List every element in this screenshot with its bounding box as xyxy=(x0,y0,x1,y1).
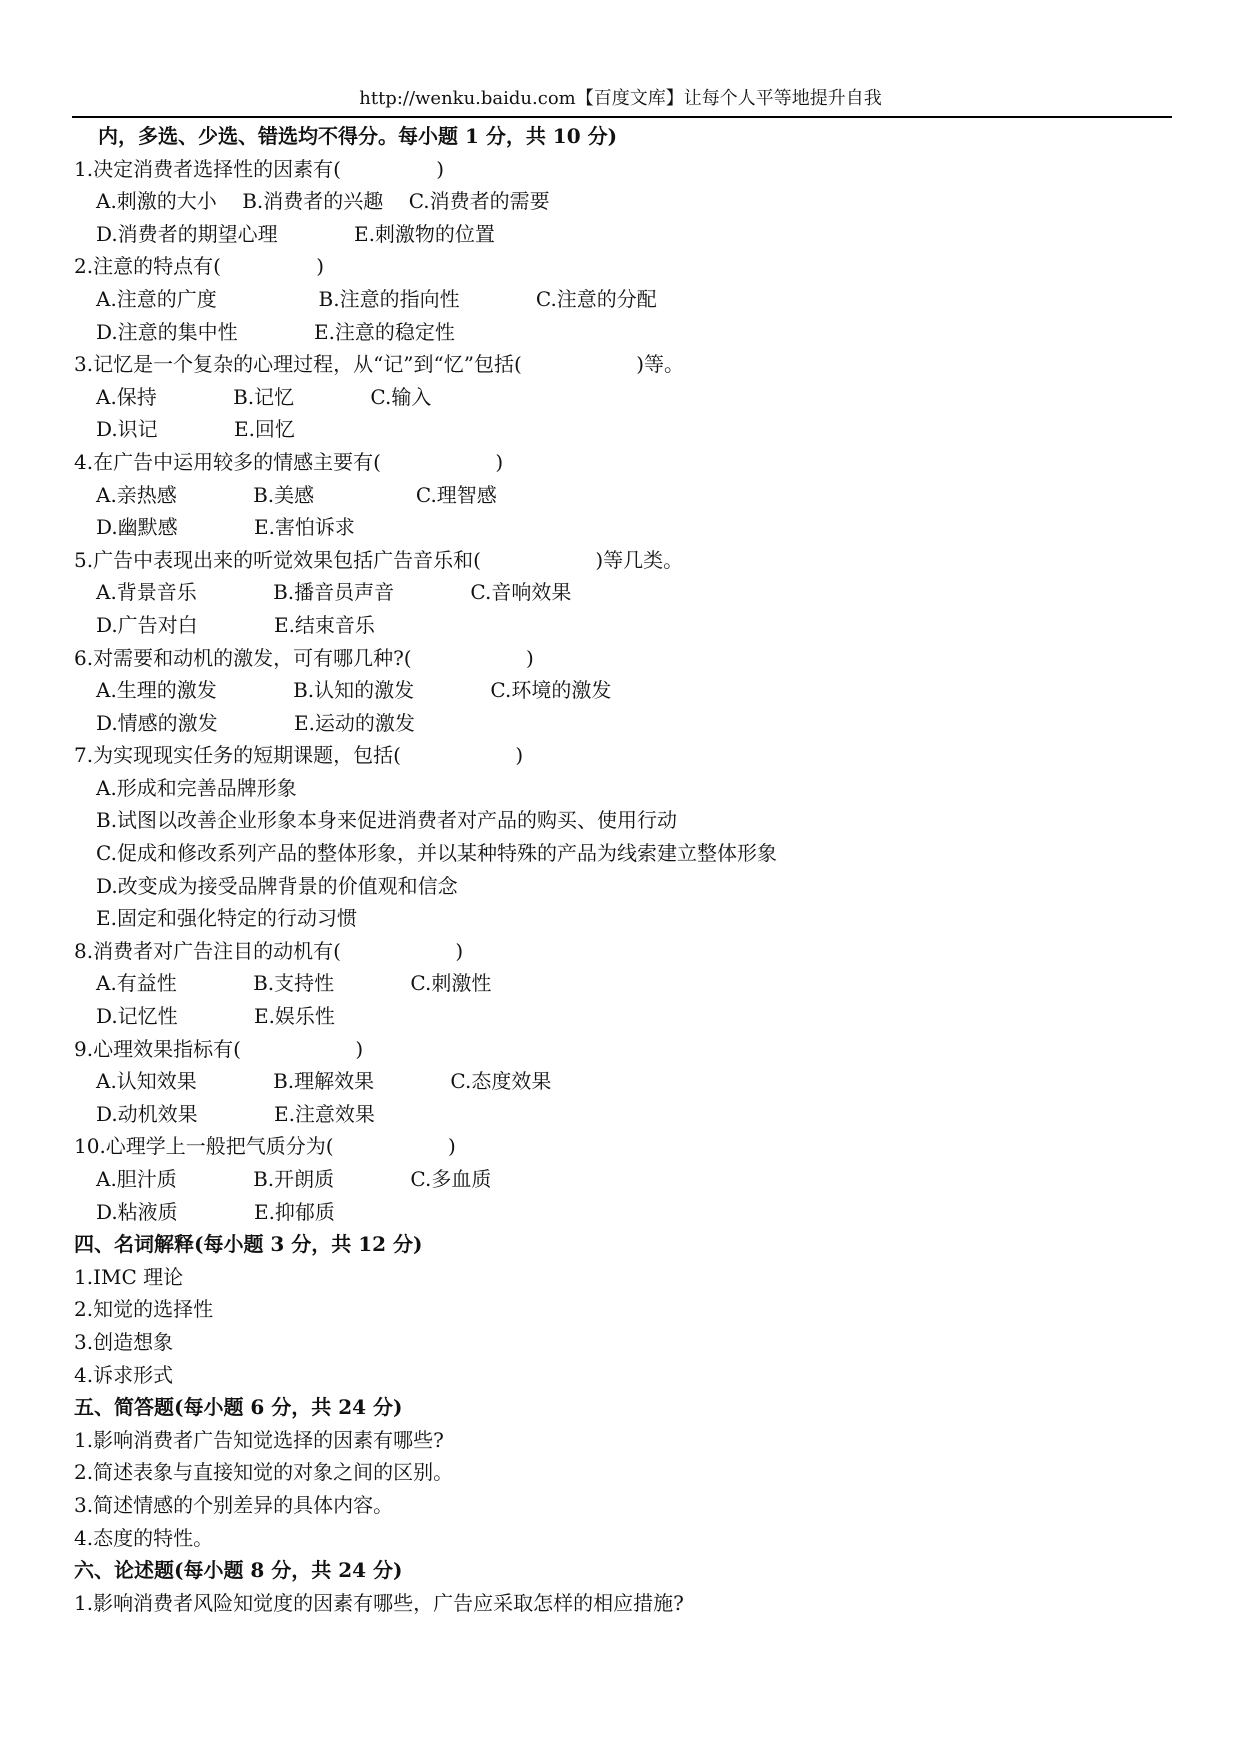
document-line: D.注意的集中性 E.注意的稳定性 xyxy=(96,319,455,344)
page-header: http://wenku.baidu.com【百度文库】让每个人平等地提升自我 xyxy=(359,88,882,109)
document-line: 1.影响消费者风险知觉度的因素有哪些，广告应采取怎样的相应措施? xyxy=(74,1590,684,1615)
document-line: 1.影响消费者广告知觉选择的因素有哪些? xyxy=(74,1427,444,1452)
document-line: 3.记忆是一个复杂的心理过程，从“记”到“忆”包括( )等。 xyxy=(74,352,685,377)
document-line: A.保持 B.记忆 C.输入 xyxy=(96,384,432,409)
document-line: C.促成和修改系列产品的整体形象，并以某种特殊的产品为线索建立整体形象 xyxy=(96,841,777,866)
document-line: 1.决定消费者选择性的因素有( ) xyxy=(74,156,445,181)
document-line: 6.对需要和动机的激发，可有哪几种?( ) xyxy=(74,645,534,670)
document-line: D.粘液质 E.抑郁质 xyxy=(96,1199,335,1224)
document-line: D.识记 E.回忆 xyxy=(96,417,295,442)
document-line: D.动机效果 E.注意效果 xyxy=(96,1101,375,1126)
document-line: 9.心理效果指标有( ) xyxy=(74,1036,364,1061)
document-line: 3.简述情感的个别差异的具体内容。 xyxy=(74,1492,394,1517)
document-line: D.改变成为接受品牌背景的价值观和信念 xyxy=(96,873,458,898)
document-line: 10.心理学上一般把气质分为( ) xyxy=(74,1134,456,1159)
document-line: D.消费者的期望心理 E.刺激物的位置 xyxy=(96,221,495,246)
document-line: D.幽默感 E.害怕诉求 xyxy=(96,515,355,540)
document-line: 4.诉求形式 xyxy=(74,1362,174,1387)
document-line: D.记忆性 E.娱乐性 xyxy=(96,1004,335,1029)
document-line: A.胆汁质 B.开朗质 C.多血质 xyxy=(96,1167,492,1191)
document-line: A.刺激的大小 B.消费者的兴趣 C.消费者的需要 xyxy=(96,189,550,214)
document-line: 4.态度的特性。 xyxy=(74,1525,214,1550)
document-line: A.有益性 B.支持性 C.刺激性 xyxy=(96,971,492,996)
document-line: D.广告对白 E.结束音乐 xyxy=(96,612,375,637)
document-line: E.固定和强化特定的行动习惯 xyxy=(96,906,357,931)
document-line: 2.知觉的选择性 xyxy=(74,1297,214,1322)
document-line: 六、论述题(每小题 8 分，共 24 分) xyxy=(74,1558,403,1583)
document-line: 四、名词解释(每小题 3 分，共 12 分) xyxy=(74,1232,423,1257)
document-line: 5.广告中表现出来的听觉效果包括广告音乐和( )等几类。 xyxy=(74,547,684,572)
document-line: 4.在广告中运用较多的情感主要有( ) xyxy=(74,449,504,474)
document-line: 3.创造想象 xyxy=(74,1329,174,1354)
document-line: 2.简述表象与直接知觉的对象之间的区别。 xyxy=(74,1460,454,1485)
document-line: 五、简答题(每小题 6 分，共 24 分) xyxy=(74,1395,403,1420)
document-line: A.生理的激发 B.认知的激发 C.环境的激发 xyxy=(96,678,612,703)
document-line: 1.IMC 理论 xyxy=(74,1264,184,1289)
header-rule xyxy=(72,116,1172,118)
document-line: D.情感的激发 E.运动的激发 xyxy=(96,710,415,735)
document-line: A.背景音乐 B.播音员声音 C.音响效果 xyxy=(96,580,572,605)
document-line: 内，多选、少选、错选均不得分。每小题 1 分，共 10 分) xyxy=(98,124,618,148)
document-line: 8.消费者对广告注目的动机有( ) xyxy=(74,938,464,963)
document-line: A.认知效果 B.理解效果 C.态度效果 xyxy=(96,1069,552,1094)
document-line: A.注意的广度 B.注意的指向性 C.注意的分配 xyxy=(96,286,657,311)
document-line: B.试图以改善企业形象本身来促进消费者对产品的购买、使用行动 xyxy=(96,808,678,833)
document-line: A.亲热感 B.美感 C.理智感 xyxy=(96,482,497,507)
document-line: 7.为实现现实任务的短期课题，包括( ) xyxy=(74,743,524,768)
document-line: 2.注意的特点有( ) xyxy=(74,254,325,279)
document-line: A.形成和完善品牌形象 xyxy=(96,775,297,800)
document-body xyxy=(74,120,1164,1619)
